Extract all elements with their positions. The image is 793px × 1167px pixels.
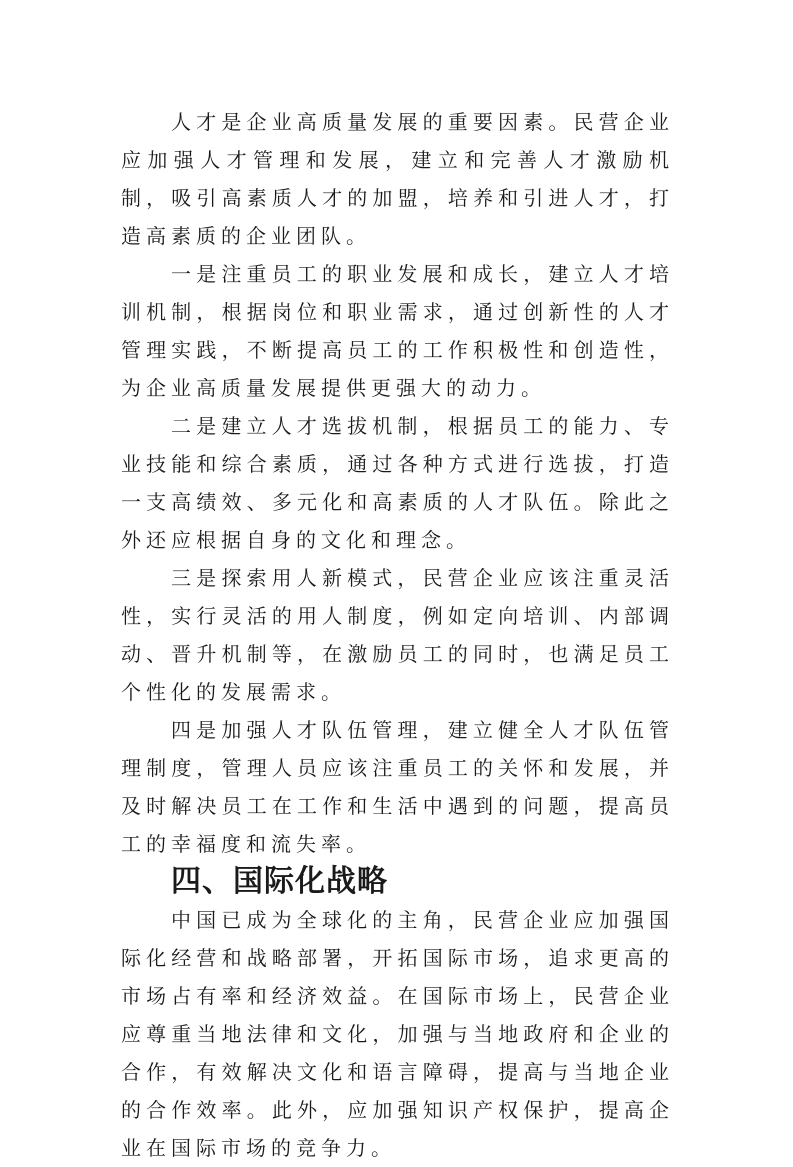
paragraph-point-three: 三是探索用人新模式，民营企业应该注重灵活性，实行灵活的用人制度，例如定向培训、内部调动、晋升机制等，在激励员工的同时，也满足员工个性化的发展需求。 <box>121 566 674 704</box>
paragraph-point-one: 一是注重员工的职业发展和成长，建立人才培训机制，根据岗位和职业需求，通过创新性的人才管理实践，不断提高员工的工作积极性和创造性，为企业高质量发展提供更强大的动力。 <box>121 262 674 400</box>
paragraph-point-two: 二是建立人才选拔机制，根据员工的能力、专业技能和综合素质，通过各种方式进行选拔，打造一支高绩效、多元化和高素质的人才队伍。除此之外还应根据自身的文化和理念。 <box>121 414 674 552</box>
document-page <box>121 103 674 1167</box>
paragraph-point-four: 四是加强人才队伍管理，建立健全人才队伍管理制度，管理人员应该注重员工的关怀和发展，并及时解决员工在工作和生活中遇到的问题，提高员工的幸福度和流失率。 <box>121 718 674 856</box>
section-heading: 四、国际化战略 <box>171 864 388 899</box>
paragraph-internationalization: 中国已成为全球化的主角，民营企业应加强国际化经营和战略部署，开拓国际市场，追求更高的市场占有率和经济效益。在国际市场上，民营企业应尊重当地法律和文化，加强与当地政府和企业的合作，有效解决文化和语言障碍，提高与当地企业的合作效率。此外，应加强知识产权保护，提高企业在国际市场的竞争力。 <box>121 908 674 1160</box>
paragraph-talent-importance: 人才是企业高质量发展的重要因素。民营企业应加强人才管理和发展，建立和完善人才激励机制，吸引高素质人才的加盟，培养和引进人才，打造高素质的企业团队。 <box>121 110 674 248</box>
